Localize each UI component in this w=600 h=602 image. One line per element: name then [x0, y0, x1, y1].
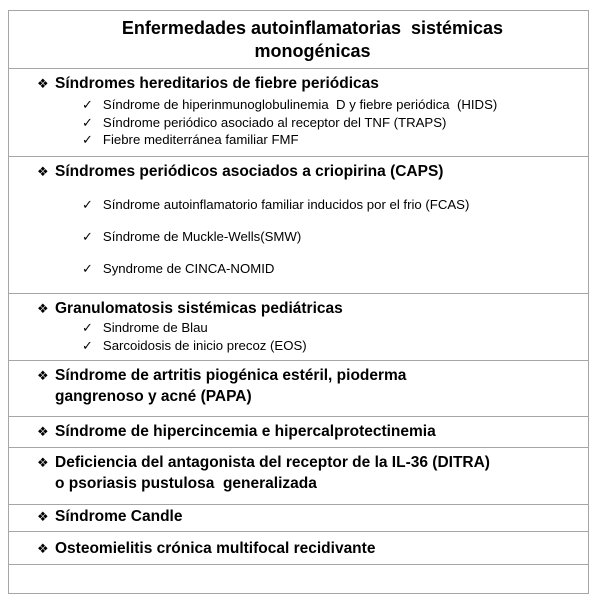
section-heading-text: Osteomielitis crónica multifocal recidivante [55, 540, 376, 557]
section-heading-text: Granulomatosis sistémicas pediátricas [55, 300, 343, 317]
section-heading-text: Deficiencia del antagonista del receptor de la IL-36 (DITRA) [55, 454, 490, 471]
list-item-text: Syndrome de CINCA-NOMID [102, 261, 275, 276]
section-heading-text: o psoriasis pustulosa generalizada [55, 475, 317, 492]
row-hipercincemia [9, 416, 588, 447]
diamond-bullet-icon: ❖ [37, 509, 49, 524]
table-title-line1: Enfermedades autoinflamatorias sistémicas [121, 18, 504, 38]
list-item [37, 114, 588, 132]
row-papa [9, 360, 588, 416]
diamond-bullet-icon: ❖ [37, 541, 49, 556]
section-heading [37, 298, 588, 319]
diamond-bullet-icon: ❖ [37, 76, 49, 91]
section-heading-text: Síndrome Candle [55, 508, 183, 525]
list-item [37, 337, 588, 355]
list-item-text: Fiebre mediterránea familiar FMF [102, 132, 299, 147]
check-bullet-icon: ✓ [82, 337, 93, 353]
list-item-text: Síndrome autoinflamatorio familiar inducidos por el frio (FCAS) [102, 197, 470, 212]
list-item [37, 196, 588, 214]
section-heading-text: Síndromes hereditarios de fiebre periódicas [55, 75, 379, 92]
row-granulomatosis [9, 293, 588, 360]
list-item [37, 228, 588, 246]
section-heading [37, 161, 588, 182]
diamond-bullet-icon: ❖ [37, 368, 49, 383]
diamond-bullet-icon: ❖ [37, 301, 49, 316]
check-bullet-icon: ✓ [82, 320, 93, 335]
section-heading [37, 73, 588, 94]
section-heading-text: Síndrome de artritis piogénica estéril, pioderma [55, 367, 407, 384]
check-bullet-icon: ✓ [82, 132, 93, 147]
list-item-text: Síndrome de Muckle-Wells(SMW) [102, 229, 302, 244]
check-bullet-icon: ✓ [82, 261, 93, 276]
section-heading-text: Síndrome de hipercincemia e hipercalprotectinemia [55, 423, 436, 440]
check-bullet-icon: ✓ [82, 229, 93, 244]
table-title [9, 11, 588, 68]
check-bullet-icon: ✓ [82, 114, 93, 130]
row-osteomielitis [9, 531, 588, 564]
row-empty [9, 564, 588, 593]
list-item [37, 319, 588, 337]
row-candle [9, 504, 588, 531]
diamond-bullet-icon: ❖ [37, 424, 49, 439]
list-item-text: Sindrome de Blau [102, 320, 208, 335]
section-heading [37, 421, 588, 442]
section-heading [37, 365, 588, 386]
list-item [37, 260, 588, 278]
table-title-line2: monogénicas [254, 41, 371, 61]
section-heading [37, 452, 588, 473]
row-ditra [9, 447, 588, 504]
check-bullet-icon: ✓ [82, 97, 93, 112]
diseases-table [8, 10, 589, 594]
section-heading [37, 506, 588, 527]
row-caps [9, 156, 588, 293]
list-item-text: Síndrome periódico asociado al receptor del TNF (TRAPS) [102, 114, 447, 130]
check-bullet-icon: ✓ [82, 197, 93, 212]
list-item-text: Síndrome de hiperinmunoglobulinemia D y fiebre periódica (HIDS) [102, 97, 498, 112]
section-heading [37, 538, 588, 559]
diamond-bullet-icon: ❖ [37, 164, 49, 179]
list-item [37, 131, 588, 149]
section-heading-text: gangrenoso y acné (PAPA) [55, 388, 252, 405]
list-item [37, 96, 588, 114]
row-hereditary-fever-syndromes [9, 68, 588, 156]
list-item-text: Sarcoidosis de inicio precoz (EOS) [102, 337, 307, 353]
diamond-bullet-icon: ❖ [37, 455, 49, 470]
section-heading-text: Síndromes periódicos asociados a criopirina (CAPS) [55, 163, 444, 180]
